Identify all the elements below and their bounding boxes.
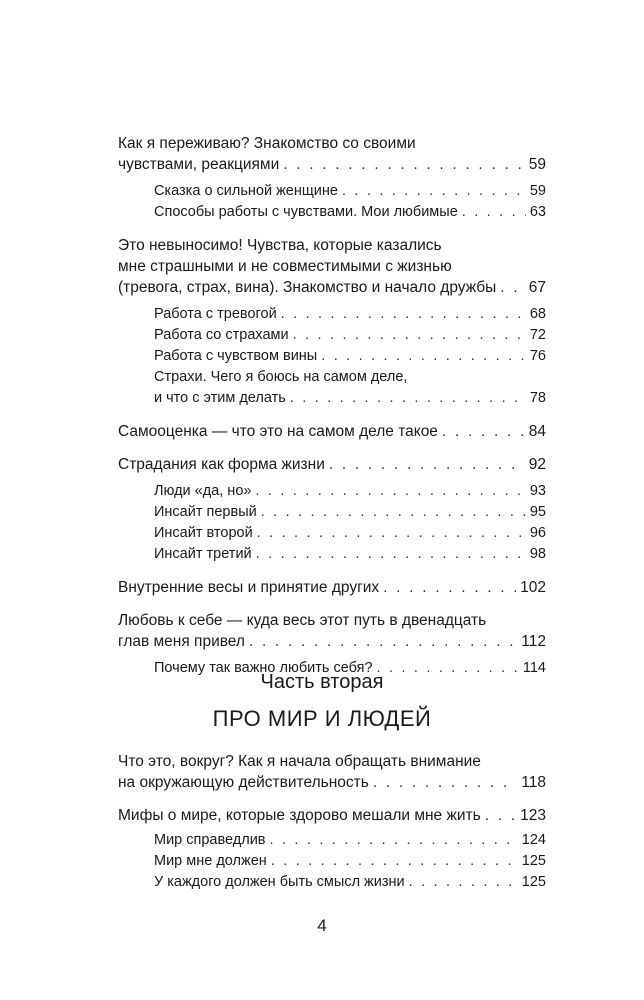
- toc-entry-title: Мир мне должен: [154, 853, 267, 869]
- dot-leader: [383, 577, 516, 598]
- toc-entry-row: [118, 154, 546, 175]
- toc-page-number: 68: [529, 306, 546, 322]
- dot-leader: [409, 872, 518, 893]
- toc-entry-row: [118, 830, 546, 851]
- toc-entry-row: [118, 502, 546, 523]
- toc-entry-row: [118, 454, 546, 475]
- toc-entry-title-line: мне страшными и не совместимыми с жизнью: [118, 258, 452, 275]
- dot-leader: [255, 481, 525, 502]
- toc-entry-row: [118, 772, 546, 793]
- toc-entry-row: [118, 851, 546, 872]
- toc-subentry: [118, 851, 546, 872]
- dot-leader: [485, 805, 516, 826]
- toc-page-number: 96: [529, 525, 546, 541]
- dot-leader: [271, 851, 518, 872]
- toc-entry: [118, 235, 546, 298]
- toc-entry-row: [118, 544, 546, 565]
- toc-subentry: [118, 544, 546, 565]
- toc-entry-title: Мир справедлив: [154, 832, 266, 848]
- toc-entry-row: [118, 421, 546, 442]
- dot-leader: [290, 388, 526, 409]
- toc-subentry: [118, 325, 546, 346]
- toc-subentry: [118, 830, 546, 851]
- toc-entry-title: глав меня привел: [118, 633, 245, 650]
- toc-entry-title: на окружающую действительность: [118, 774, 369, 791]
- toc-entry-row: [118, 304, 546, 325]
- toc-subentry: [118, 502, 546, 523]
- toc-page-number: 59: [528, 156, 546, 173]
- toc-entry: [118, 133, 546, 175]
- dot-leader: [442, 421, 525, 442]
- dot-leader: [342, 181, 526, 202]
- toc-entry-title: Мифы о мире, которые здорово мешали мне жить: [118, 807, 481, 824]
- dot-leader: [293, 325, 526, 346]
- toc-entry-row: [118, 346, 546, 367]
- toc-page-number: 95: [529, 504, 546, 520]
- toc-entry-title: Способы работы с чувствами. Мои любимые: [154, 204, 458, 220]
- toc-subentry: [118, 181, 546, 202]
- toc-page-number: 125: [521, 874, 546, 890]
- toc-entry-row: [118, 805, 546, 826]
- toc-entry-title: Страдания как форма жизни: [118, 456, 325, 473]
- toc-subentry: [118, 367, 546, 409]
- dot-leader: [261, 502, 526, 523]
- toc-entry-title: У каждого должен быть смысл жизни: [154, 874, 405, 890]
- toc-page-number: 123: [520, 807, 546, 824]
- toc-entry-title: Самооценка — что это на самом деле такое: [118, 423, 438, 440]
- toc-page-number: 72: [529, 327, 546, 343]
- toc-entry-row: [118, 181, 546, 202]
- toc-page-number: 93: [529, 483, 546, 499]
- toc-subentry: [118, 481, 546, 502]
- dot-leader: [270, 830, 518, 851]
- toc-entry-title: Люди «да, но»: [154, 483, 252, 499]
- toc-page-number: 63: [529, 204, 546, 220]
- page-number: 4: [317, 916, 327, 935]
- toc-page-number: 114: [522, 660, 546, 676]
- dot-leader: [283, 154, 525, 175]
- toc-page-number: 102: [520, 579, 546, 596]
- toc-subentry: [118, 872, 546, 893]
- toc-entry-title: Почему так важно любить себя?: [154, 660, 373, 676]
- toc-page-number: 125: [521, 853, 546, 869]
- toc-entry-title: Инсайт третий: [154, 546, 252, 562]
- toc-entry-row: [118, 202, 546, 223]
- toc-entry-row: [118, 631, 546, 652]
- toc-page-number: 112: [521, 633, 546, 650]
- part-label: Часть вторая: [260, 671, 384, 693]
- toc-entry: [118, 421, 546, 442]
- dot-leader: [321, 346, 526, 367]
- toc-entry-title: Работа с тревогой: [154, 306, 277, 322]
- toc-entry-row: [118, 577, 546, 598]
- toc-entry: [118, 751, 546, 793]
- toc-page-number: 59: [529, 183, 546, 199]
- toc-entry-title-line: Что это, вокруг? Как я начала обращать внимание: [118, 753, 481, 770]
- toc-page-number: 67: [528, 279, 546, 296]
- toc-entry-title: Инсайт второй: [154, 525, 253, 541]
- toc-page-number: 76: [529, 348, 546, 364]
- toc-entry-title: и что с этим делать: [154, 390, 286, 406]
- dot-leader: [257, 523, 526, 544]
- toc-entry-row: [118, 325, 546, 346]
- toc-page-number: 98: [529, 546, 546, 562]
- dot-leader: [256, 544, 526, 565]
- toc-page-number: 124: [521, 832, 546, 848]
- toc-entry-title-line: Как я переживаю? Знакомство со своими: [118, 135, 416, 152]
- toc-entry-row: [118, 277, 546, 298]
- table-of-contents-part-one: [118, 133, 546, 679]
- toc-subentry: [118, 346, 546, 367]
- toc-entry-row: [118, 872, 546, 893]
- toc-page-number: 84: [528, 423, 546, 440]
- toc-entry-title-line: Страхи. Чего я боюсь на самом деле,: [154, 369, 408, 385]
- toc-entry-title: чувствами, реакциями: [118, 156, 280, 173]
- toc-page-number: 78: [529, 390, 546, 406]
- dot-leader: [249, 631, 517, 652]
- toc-subentry: [118, 304, 546, 325]
- dot-leader: [500, 277, 524, 298]
- toc-entry-row: [118, 388, 546, 409]
- toc-entry-title: (тревога, страх, вина). Знакомство и начало дружбы: [118, 279, 497, 296]
- dot-leader: [462, 202, 526, 223]
- toc-entry: [118, 454, 546, 475]
- toc-entry: [118, 577, 546, 598]
- toc-entry-row: [118, 481, 546, 502]
- toc-entry: [118, 610, 546, 652]
- toc-entry-title: Сказка о сильной женщине: [154, 183, 338, 199]
- toc-entry-title: Работа с чувством вины: [154, 348, 318, 364]
- part-title: ПРО МИР И ЛЮДЕЙ: [212, 706, 432, 731]
- toc-page-number: 92: [528, 456, 546, 473]
- toc-subentry: [118, 202, 546, 223]
- toc-page-number: 118: [521, 774, 546, 791]
- toc-entry-title: Инсайт первый: [154, 504, 257, 520]
- table-of-contents-part-two: [118, 751, 546, 893]
- toc-entry-title: Внутренние весы и принятие других: [118, 579, 380, 596]
- toc-entry-title-line: Любовь к себе — куда весь этот путь в двенадцать: [118, 612, 487, 629]
- toc-entry-title: Работа со страхами: [154, 327, 289, 343]
- dot-leader: [373, 772, 517, 793]
- toc-entry-title-line: Это невыносимо! Чувства, которые казались: [118, 237, 442, 254]
- toc-entry-row: [118, 523, 546, 544]
- toc-subentry: [118, 523, 546, 544]
- dot-leader: [281, 304, 526, 325]
- toc-entry: [118, 805, 546, 826]
- dot-leader: [329, 454, 525, 475]
